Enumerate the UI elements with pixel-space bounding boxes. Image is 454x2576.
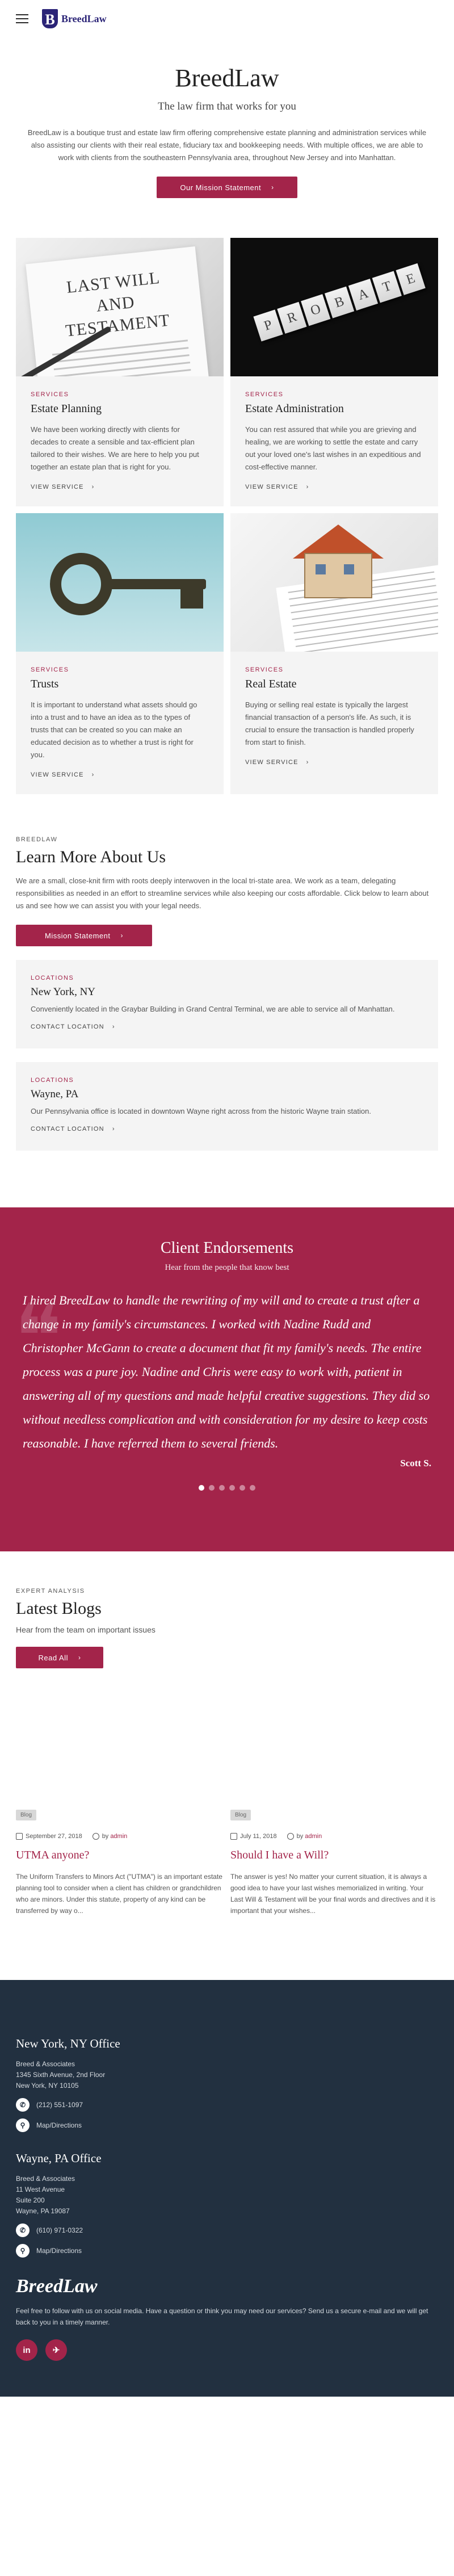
- address-line: Breed & Associates: [16, 2060, 75, 2068]
- address-line: 1345 Sixth Avenue, 2nd Floor: [16, 2071, 106, 2079]
- post-author-link[interactable]: admin: [110, 1833, 128, 1840]
- post-by: by: [102, 1833, 109, 1840]
- contact-location-link[interactable]: [31, 1023, 115, 1030]
- carousel-dot[interactable]: [250, 1485, 255, 1491]
- last-will-image-text: LAST WILL AND TESTAMENT: [64, 268, 171, 341]
- probate-letter: O: [301, 294, 330, 326]
- blog-posts: [0, 1668, 454, 1916]
- post-meta: [16, 1833, 224, 1840]
- section-title: Latest Blogs: [16, 1599, 102, 1618]
- location-eyebrow: LOCATIONS: [31, 975, 74, 981]
- chevron-right-icon: ›: [306, 484, 309, 490]
- view-service-link[interactable]: [31, 484, 95, 490]
- location-text: Our Pennsylvania office is located in downtown Wayne right across from the historic Wayne train station.: [31, 1107, 371, 1115]
- service-title: Real Estate: [245, 678, 297, 690]
- link-label: VIEW SERVICE: [245, 759, 299, 766]
- location-eyebrow: LOCATIONS: [31, 1077, 74, 1084]
- section-subtitle: Hear from the team on important issues: [16, 1625, 155, 1634]
- location-title: New York, NY: [31, 986, 96, 998]
- carousel-dot[interactable]: [219, 1485, 225, 1491]
- post-excerpt: The answer is yes! No matter your current situation, it is always a good idea to have your last wishes memorialized in writing. Your Last Will & Testament will be your final words and directives and it is important that your wishes...: [230, 1873, 436, 1915]
- hero-tagline: The law firm that works for you: [158, 100, 296, 112]
- testimonial-author: Scott S.: [400, 1458, 431, 1469]
- blog-post-card: [16, 1809, 224, 1916]
- calendar-icon: [230, 1833, 237, 1840]
- quote-icon: ❝: [14, 1287, 63, 1388]
- post-date: July 11, 2018: [240, 1833, 277, 1840]
- probate-image: [230, 238, 438, 376]
- section-eyebrow: BREEDLAW: [16, 836, 58, 843]
- linkedin-icon[interactable]: in: [16, 2339, 37, 2361]
- location-title: Wayne, PA: [31, 1088, 79, 1100]
- service-title: Estate Planning: [31, 402, 102, 415]
- phone-icon: ✆: [16, 2223, 30, 2237]
- footer-logo[interactable]: BreedLaw: [16, 2276, 98, 2297]
- service-title: Estate Administration: [245, 402, 344, 415]
- section-title: Client Endorsements: [160, 1239, 294, 1257]
- post-tag[interactable]: Blog: [16, 1810, 36, 1820]
- logo-text: BreedLaw: [61, 12, 107, 24]
- address-line: 11 West Avenue: [16, 2185, 65, 2193]
- last-will-image: [16, 238, 224, 376]
- location-text: Conveniently located in the Graybar Building in Grand Central Terminal, we are able to service all of Manhattan.: [31, 1005, 395, 1013]
- section-text: We are a small, close-knit firm with roots deeply interwoven in the local tri-state area. We work as a team, delegating responsibilities as needed in an effort to streamline services while also keeping our costs affordable. Click below to learn about us and see how we can assist you with your legal needs.: [16, 876, 429, 910]
- hero-section: [0, 37, 454, 238]
- chevron-right-icon: ›: [91, 771, 95, 778]
- mission-statement-button[interactable]: [16, 925, 152, 946]
- service-eyebrow: SERVICES: [31, 391, 69, 398]
- carousel-dot[interactable]: [209, 1485, 215, 1491]
- post-tag[interactable]: Blog: [230, 1810, 251, 1820]
- page-title: BreedLaw: [175, 64, 279, 92]
- view-service-link[interactable]: [245, 484, 309, 490]
- user-icon: [287, 1833, 294, 1840]
- map-pin-icon: ⚲: [16, 2244, 30, 2258]
- link-label: CONTACT LOCATION: [31, 1126, 104, 1132]
- map-label: Map/Directions: [36, 2247, 82, 2255]
- post-title[interactable]: Should I have a Will?: [230, 1849, 329, 1861]
- carousel-dots: [23, 1485, 431, 1491]
- button-label: Our Mission Statement: [180, 183, 262, 192]
- chevron-right-icon: ›: [112, 1126, 115, 1132]
- learn-more-section: [0, 794, 454, 946]
- services-grid: [0, 238, 454, 794]
- blog-post-card: [230, 1809, 438, 1916]
- post-excerpt: The Uniform Transfers to Minors Act ("UTMA") is an important estate planning tool to consider when a client has children or grandchildren who are minors. Under this statute, property of any kind can be transferred by way o...: [16, 1873, 222, 1915]
- phone-number: (610) 971-0322: [36, 2226, 83, 2234]
- office-title: New York, NY Office: [16, 2037, 120, 2050]
- site-footer: [0, 1980, 454, 2397]
- blogs-section: [0, 1551, 454, 1668]
- logo-mark: B: [42, 9, 58, 28]
- view-service-link[interactable]: [31, 771, 95, 778]
- address-line: Breed & Associates: [16, 2175, 75, 2183]
- address-line: Wayne, PA 19087: [16, 2207, 70, 2215]
- probate-letter: A: [348, 279, 378, 311]
- mission-statement-button[interactable]: [157, 177, 297, 198]
- button-label: Read All: [38, 1653, 68, 1662]
- chevron-right-icon: ›: [271, 183, 274, 191]
- carousel-dot[interactable]: [229, 1485, 235, 1491]
- chevron-right-icon: ›: [78, 1654, 81, 1662]
- service-text: It is important to understand what assets should go into a trust and to have an idea as to the types of trusts that can be created so you can make an educated decision as to whether a trust is right for you.: [31, 700, 197, 759]
- phone-icon: ✆: [16, 2098, 30, 2112]
- section-title: Learn More About Us: [16, 848, 166, 866]
- section-subtitle: Hear from the people that know best: [165, 1263, 289, 1272]
- site-logo[interactable]: [42, 9, 107, 28]
- map-label: Map/Directions: [36, 2121, 82, 2129]
- link-label: VIEW SERVICE: [31, 771, 84, 778]
- menu-icon[interactable]: [16, 14, 28, 23]
- contact-location-link[interactable]: [31, 1126, 115, 1132]
- link-label: CONTACT LOCATION: [31, 1023, 104, 1030]
- service-card-estate-planning: [16, 238, 224, 506]
- button-label: Mission Statement: [45, 931, 111, 940]
- post-author-link[interactable]: admin: [305, 1833, 322, 1840]
- probate-letter: R: [277, 302, 306, 334]
- probate-letter: B: [325, 287, 354, 318]
- chevron-right-icon: ›: [306, 759, 309, 766]
- site-header: [0, 0, 454, 37]
- service-card-estate-administration: [230, 238, 438, 506]
- phone-link[interactable]: [16, 2223, 438, 2237]
- map-directions-link[interactable]: [16, 2244, 438, 2258]
- chevron-right-icon: ›: [112, 1023, 115, 1030]
- address-line: New York, NY 10105: [16, 2082, 79, 2090]
- service-title: Trusts: [31, 678, 59, 690]
- model-house-image: [230, 513, 438, 652]
- office-wayne: [16, 2151, 438, 2258]
- post-title[interactable]: UTMA anyone?: [16, 1849, 90, 1861]
- carousel-dot[interactable]: [199, 1485, 204, 1491]
- view-service-link[interactable]: [245, 759, 309, 766]
- service-text: Buying or selling real estate is typically the largest financial transaction of a person's life. As such, it is crucial to ensure the transaction is handled properly from start to finish.: [245, 700, 414, 746]
- office-new-york: [16, 2037, 438, 2132]
- phone-link[interactable]: [16, 2098, 438, 2112]
- post-date: September 27, 2018: [26, 1833, 82, 1840]
- user-icon: [93, 1833, 99, 1840]
- calendar-icon: [16, 1833, 23, 1840]
- service-card-trusts: [16, 513, 224, 794]
- chevron-right-icon: ›: [91, 484, 95, 490]
- link-label: VIEW SERVICE: [245, 484, 299, 490]
- post-by: by: [296, 1833, 304, 1840]
- endorsements-section: [0, 1207, 454, 1551]
- read-all-button[interactable]: [16, 1647, 103, 1668]
- send-message-icon[interactable]: ✈: [45, 2339, 67, 2361]
- service-eyebrow: SERVICES: [31, 666, 69, 673]
- carousel-dot[interactable]: [239, 1485, 245, 1491]
- hero-intro: BreedLaw is a boutique trust and estate law firm offering comprehensive estate planning and administration services while also assisting our clients with their real estate, fiduciary tax and bookkeeping needs. With multiple offices, we are able to work with clients from the southeastern Pennsylvania area, throughout New Jersey and into Manhattan.: [27, 128, 427, 162]
- chevron-right-icon: ›: [120, 932, 123, 939]
- social-links: [16, 2339, 438, 2361]
- section-eyebrow: EXPERT ANALYSIS: [16, 1588, 85, 1595]
- old-key-image: [16, 513, 224, 652]
- probate-letter: T: [372, 271, 402, 303]
- address-line: Suite 200: [16, 2196, 45, 2204]
- testimonial-quote: I hired BreedLaw to handle the rewriting of my will and to create a trust after a change in my family's circumstances. I worked with Nadine Rudd and Christopher McGann to create a document that fit my family's needs. The entire process was a pure joy. Nadine and Chris were easy to work with, patient in answering all of my questions and made helpful creative suggestions. They did so without needless complication and with consideration for my desire to keep costs reasonable. I have referred them to several friends.: [23, 1293, 430, 1450]
- service-text: We have been working directly with clients for decades to create a sensible and tax-efficient plan tailored to their wishes. We are here to help you put together an estate plan that is right for you.: [31, 425, 199, 471]
- post-meta: [230, 1833, 438, 1840]
- probate-letter: P: [253, 309, 283, 341]
- map-pin-icon: ⚲: [16, 2118, 30, 2132]
- footer-text: Feel free to follow with us on social media. Have a question or think you may need our services? Send us a secure e-mail and we will get back to you in a timely manner.: [16, 2307, 428, 2326]
- probate-letter: E: [396, 263, 426, 295]
- link-label: VIEW SERVICE: [31, 484, 84, 490]
- service-eyebrow: SERVICES: [245, 391, 284, 398]
- service-card-real-estate: [230, 513, 438, 794]
- service-text: You can rest assured that while you are grieving and healing, we are working to settle the estate and carry out your loved one's last wishes in an expeditious and cost-effective manner.: [245, 425, 421, 471]
- location-card-wayne: [16, 1062, 438, 1151]
- service-eyebrow: SERVICES: [245, 666, 284, 673]
- map-directions-link[interactable]: [16, 2118, 438, 2132]
- phone-number: (212) 551-1097: [36, 2101, 83, 2109]
- office-title: Wayne, PA Office: [16, 2151, 102, 2165]
- location-card-new-york: [16, 960, 438, 1048]
